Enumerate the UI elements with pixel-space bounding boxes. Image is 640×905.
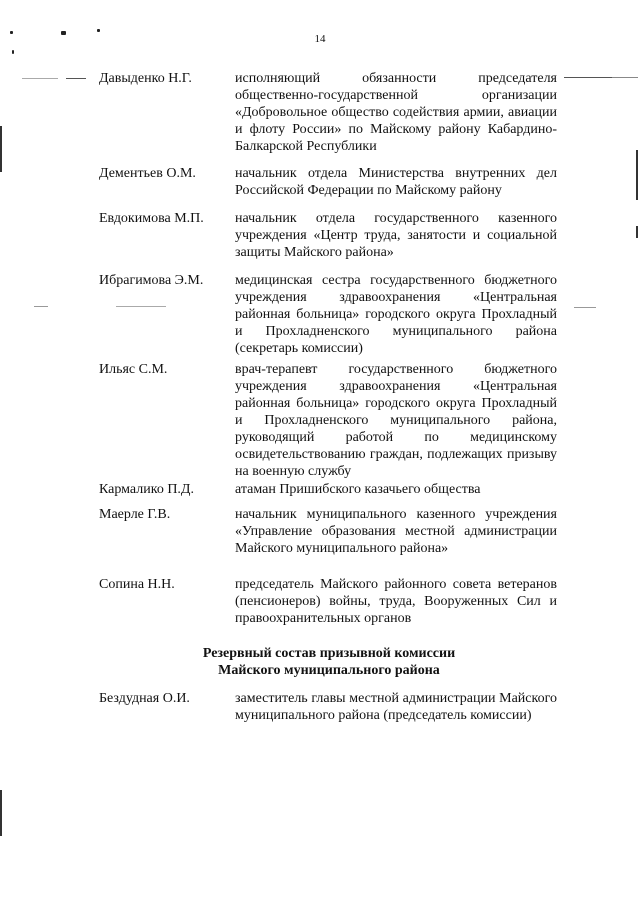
scan-line xyxy=(116,306,166,307)
member-name: Давыденко Н.Г. xyxy=(99,71,192,86)
member-role: начальник муниципального казенного учреждения «Управление образования местной администрации Майского муниципального района» xyxy=(235,507,557,556)
scan-edge-line xyxy=(636,150,638,200)
section-title-line: Майского муниципального района xyxy=(218,663,440,678)
member-role: начальник отдела Министерства внутренних дел Российской Федерации по Майскому району xyxy=(235,166,557,198)
member-role: врач-терапевт государственного бюджетного учреждения здравоохранения «Центральная районная больница» городского округа Прохладный и Прохладненского муниципального района, руководящий работой по медицинскому освидетельствованию граждан, подлежащих призыву на военную службу xyxy=(235,362,557,479)
scan-edge-line xyxy=(636,226,638,238)
member-name: Кармалико П.Д. xyxy=(99,482,194,497)
member-role: председатель Майского районного совета ветеранов (пенсионеров) войны, труда, Вооруженных Сил и правоохранительных органов xyxy=(235,577,557,626)
member-name: Евдокимова М.П. xyxy=(99,211,204,226)
member-name: Ибрагимова Э.М. xyxy=(99,273,204,288)
reserve-section-title xyxy=(99,645,559,679)
member-role: начальник отдела государственного казенного учреждения «Центр труда, занятости и социальной защиты Майского района» xyxy=(235,211,557,260)
member-name: Маерле Г.В. xyxy=(99,507,171,522)
member-role: заместитель главы местной администрации Майского муниципального района (председатель комиссии) xyxy=(235,691,557,723)
section-title-line: Резервный состав призывной комиссии xyxy=(202,646,456,661)
scan-line xyxy=(22,78,58,79)
scan-line xyxy=(564,77,612,78)
scan-speck xyxy=(97,29,100,32)
member-role: медицинская сестра государственного бюджетного учреждения здравоохранения «Центральная районная больница» городского округа Прохладный и Прохладненского муниципального района (секретарь комиссии) xyxy=(235,273,557,356)
scan-line xyxy=(34,306,48,307)
member-name: Дементьев О.М. xyxy=(99,166,196,181)
member-name: Бездудная О.И. xyxy=(99,691,190,706)
member-role: атаман Пришибского казачьего общества xyxy=(235,482,481,497)
scan-speck xyxy=(12,50,14,54)
member-name: Ильяс С.М. xyxy=(99,362,168,377)
scan-edge-line xyxy=(0,126,2,172)
member-role: исполняющий обязанности председателя общественно-государственной организации «Добровольное общество содействия армии, авиации и флоту России» по Майскому району Кабардино-Балкарской Республики xyxy=(235,71,557,154)
scan-line xyxy=(66,78,86,79)
scan-edge-line xyxy=(0,790,2,836)
member-name: Сопина Н.Н. xyxy=(99,577,175,592)
scan-line xyxy=(612,77,638,78)
scan-line xyxy=(574,307,596,308)
page-number: 14 xyxy=(314,33,326,45)
